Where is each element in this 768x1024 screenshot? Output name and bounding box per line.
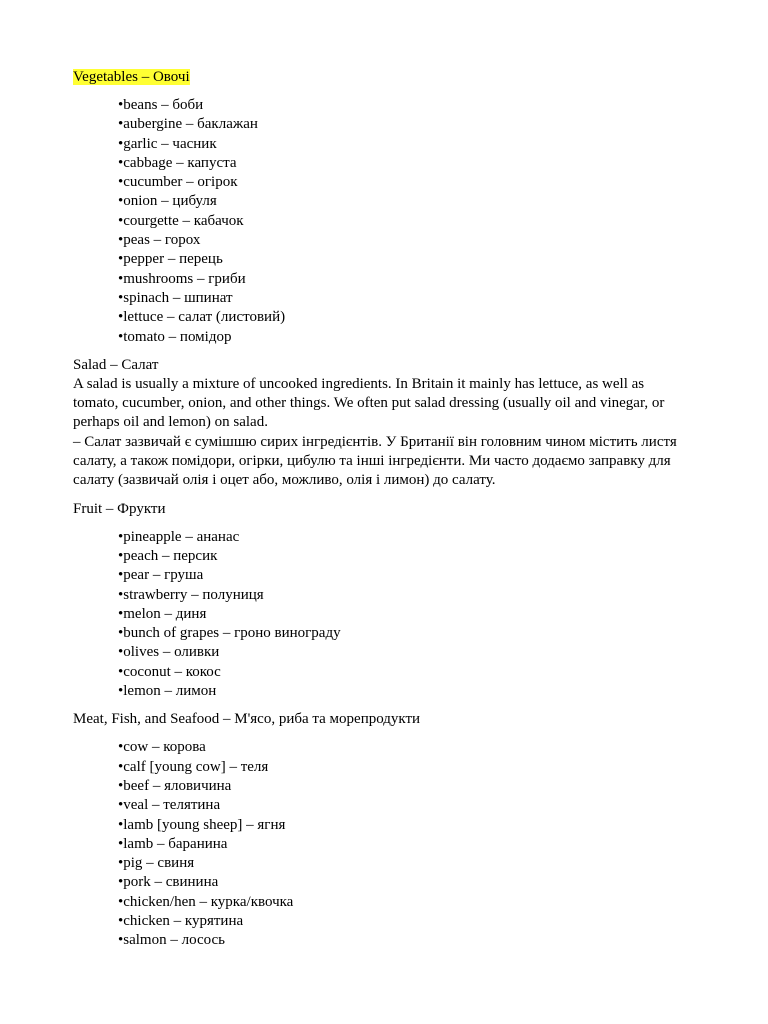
salad-heading: Salad – Салат (73, 356, 159, 373)
list-item: • garlic – часник (118, 135, 693, 154)
list-item: • veal – телятина (118, 796, 693, 815)
list-item: • mushrooms – гриби (118, 270, 693, 289)
salad-english-paragraph: A salad is usually a mixture of uncooked ingredients. In Britain it mainly has lettuce, as well as tomato, cucumber, onion, and other things. We often put salad dressing (usually oil and vinegar, or perhaps oil and lemon) on salad. (73, 375, 665, 431)
list-item: • pear – груша (118, 566, 693, 585)
list-item: • chicken/hen – курка/квочка (118, 893, 693, 912)
list-item: • aubergine – баклажан (118, 115, 693, 134)
list-item: • pork – свинина (118, 873, 693, 892)
meat-heading: Meat, Fish, and Seafood – М'ясо, риба та морепродукти (73, 711, 421, 728)
list-item: • strawberry – полуниця (118, 586, 693, 605)
vegetables-heading-text: Vegetables – Овочі (73, 69, 190, 85)
list-item: • olives – оливки (118, 643, 693, 662)
list-item: • cow – корова (118, 738, 693, 757)
list-item: • pepper – перець (118, 250, 693, 269)
list-item: • cucumber – огірок (118, 173, 693, 192)
list-item: • lamb – баранина (118, 835, 693, 854)
list-item: • coconut – кокос (118, 663, 693, 682)
list-item: • melon – диня (118, 605, 693, 624)
list-item: • beef – яловичина (118, 777, 693, 796)
vegetables-list (73, 96, 693, 347)
list-item: • lettuce – салат (листовий) (118, 308, 693, 327)
salad-ukrainian-paragraph: – Салат зазвичай є сумішшю сирих інгредієнтів. У Британії він головним чином містить листя салату, а також помідори, огірки, цибулю та інші інгредієнти. Ми часто додаємо заправку для салату (зазвичай олія і оцет або, можливо, олія і лимон) до салату. (73, 433, 677, 489)
list-item: • calf [young cow] – теля (118, 758, 693, 777)
list-item: • bunch of grapes – гроно винограду (118, 624, 693, 643)
list-item: • salmon – лосось (118, 931, 693, 950)
list-item: • tomato – помідор (118, 328, 693, 347)
list-item: • chicken – курятина (118, 912, 693, 931)
list-item: • peach – персик (118, 547, 693, 566)
list-item: • onion – цибуля (118, 192, 693, 211)
list-item: • lamb [young sheep] – ягня (118, 816, 693, 835)
fruit-heading: Fruit – Фрукти (73, 500, 166, 517)
meat-list (73, 738, 693, 950)
list-item: • pig – свиня (118, 854, 693, 873)
vegetables-heading (73, 68, 693, 87)
document-page (73, 68, 693, 951)
list-item: • beans – боби (118, 96, 693, 115)
list-item: • courgette – кабачок (118, 212, 693, 231)
list-item: • spinach – шпинат (118, 289, 693, 308)
list-item: • peas – горох (118, 231, 693, 250)
list-item: • lemon – лимон (118, 682, 693, 701)
list-item: • cabbage – капуста (118, 154, 693, 173)
fruit-list (73, 528, 693, 702)
list-item: • pineapple – ананас (118, 528, 693, 547)
